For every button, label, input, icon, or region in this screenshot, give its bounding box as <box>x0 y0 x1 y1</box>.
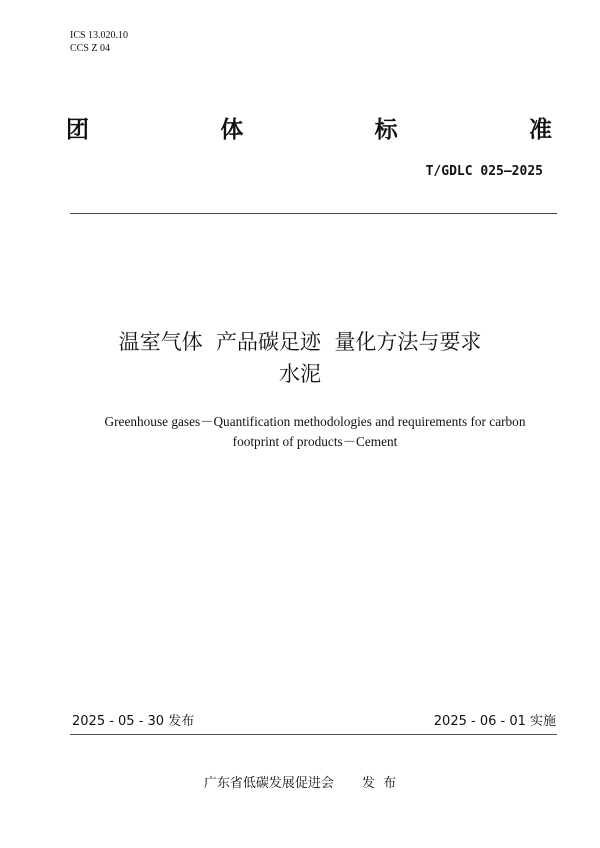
header-divider <box>70 213 557 214</box>
issuer-action: 发 布 <box>361 776 397 791</box>
standard-type-char: 体 <box>220 117 244 143</box>
ics-code: ICS 13.020.10 <box>70 30 129 41</box>
classification-codes <box>70 29 128 55</box>
standard-type-char: 团 <box>66 117 89 143</box>
chinese-title <box>0 326 600 390</box>
standard-type-heading <box>66 116 552 144</box>
standard-type-char: 准 <box>528 117 552 143</box>
issue-date: 2025 - 05 - 30 发布 <box>72 714 195 729</box>
issuer-line <box>0 775 600 793</box>
issuer-organization: 广东省低碳发展促进会 <box>203 776 334 791</box>
implementation-date: 2025 - 06 - 01 实施 <box>433 714 556 729</box>
footer-divider <box>70 734 557 735</box>
chinese-title-line1: 温室气体 产品碳足迹 量化方法与要求 <box>118 330 482 354</box>
ccs-code: CCS Z 04 <box>70 43 111 54</box>
chinese-title-line2: 水泥 <box>279 362 321 386</box>
standard-code: T/GDLC 025—2025 <box>425 164 543 179</box>
standard-type-char: 标 <box>374 117 398 143</box>
english-title: Greenhouse gases－Quantification methodologies and requirements for carbon footprint of products－Cement <box>104 414 526 449</box>
